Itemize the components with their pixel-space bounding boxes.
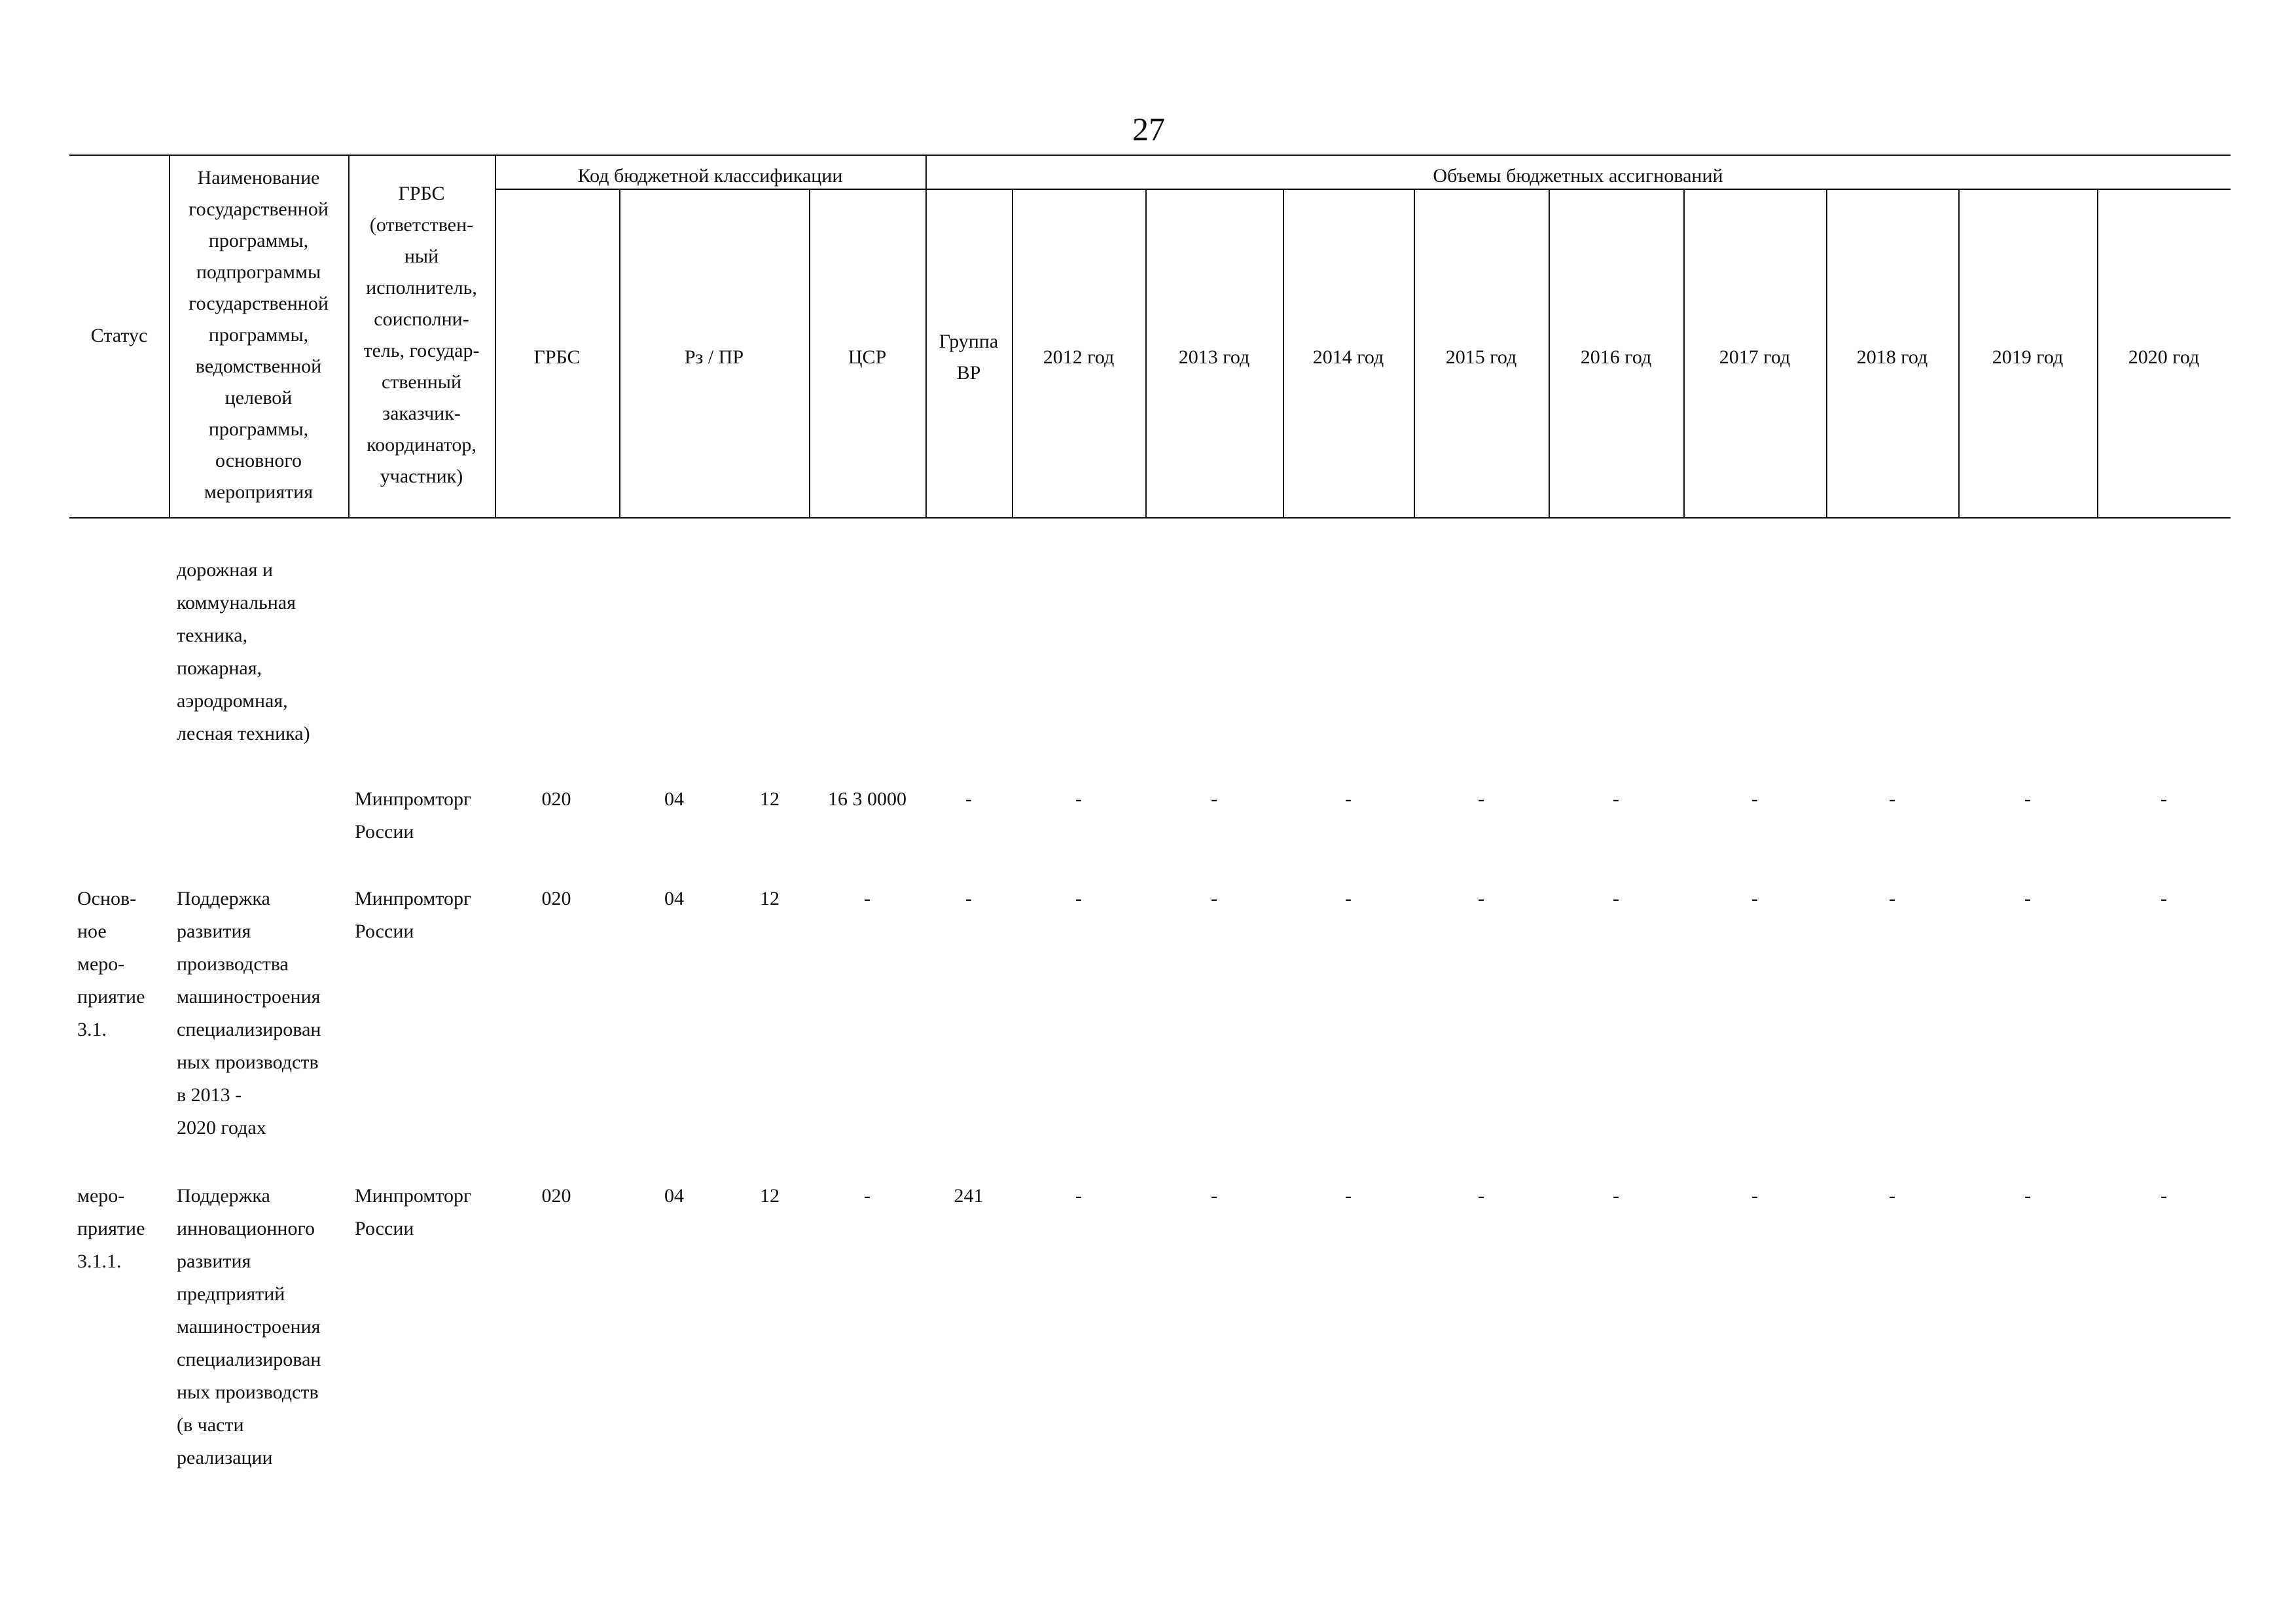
- row-name: дорожная и коммунальная техника, пожарная, аэродромная, лесная техника): [177, 559, 310, 744]
- row-rz: 04: [664, 1185, 684, 1207]
- row-year-value: -: [2161, 1185, 2167, 1207]
- header-year: 2012 год: [1043, 346, 1115, 368]
- header-divider: [495, 155, 496, 517]
- row-csr: 16 3 0000: [828, 788, 906, 810]
- row-year-value: -: [1613, 1185, 1619, 1207]
- row-year-value: -: [2024, 888, 2031, 909]
- row-year-value: -: [1751, 888, 1758, 909]
- row-year-value: -: [2024, 1185, 2031, 1207]
- row-year-value: -: [1889, 1185, 1895, 1207]
- row-grbs: 020: [541, 1185, 571, 1207]
- header-status: Статус: [90, 325, 148, 346]
- row-year-value: -: [1478, 788, 1484, 810]
- row-vr: -: [965, 788, 972, 810]
- row-year-value: -: [1613, 888, 1619, 909]
- row-year-value: -: [1889, 888, 1895, 909]
- header-year: 2016 год: [1580, 346, 1652, 368]
- header-name: Наименование государственной программы, подпрограммы государственной программы, ведомственной целевой программы, основного мероприятия: [188, 167, 329, 503]
- row-year-value: -: [1345, 788, 1352, 810]
- row-pr: 12: [760, 1185, 780, 1207]
- header-year: 2018 год: [1856, 346, 1928, 368]
- header-top-rule: [69, 155, 2231, 156]
- header-year: 2014 год: [1312, 346, 1384, 368]
- row-vr: -: [965, 888, 972, 909]
- row-grbs-name: Минпромторг России: [355, 1185, 472, 1239]
- row-year-value: -: [1478, 888, 1484, 909]
- row-year-value: -: [1751, 1185, 1758, 1207]
- row-year-value: -: [2161, 888, 2167, 909]
- row-status: меро- приятие 3.1.1.: [77, 1185, 145, 1272]
- row-year-value: -: [1075, 788, 1082, 810]
- header-year: 2020 год: [2128, 346, 2200, 368]
- row-year-value: -: [1345, 1185, 1352, 1207]
- row-year-value: -: [1211, 888, 1217, 909]
- header-year: 2015 год: [1445, 346, 1517, 368]
- row-name: Поддержка развития производства машиностроения специализирован ных производств в 2013 - 2020 годах: [177, 888, 321, 1139]
- row-year-value: -: [1889, 788, 1895, 810]
- header-rz-pr: Рз / ПР: [684, 346, 744, 368]
- row-rz: 04: [664, 788, 684, 810]
- row-name: Поддержка инновационного развития предприятий машиностроения специализирован ных производств (в части реализации: [177, 1185, 321, 1468]
- header-year: 2017 год: [1719, 346, 1791, 368]
- header-grbs: ГРБС: [533, 346, 581, 368]
- row-year-value: -: [1211, 788, 1217, 810]
- header-volumes-group: Объемы бюджетных ассигнований: [1433, 165, 1723, 187]
- row-pr: 12: [760, 788, 780, 810]
- header-year: 2019 год: [1992, 346, 2064, 368]
- row-year-value: -: [1613, 788, 1619, 810]
- row-grbs-name: Минпромторг России: [355, 888, 472, 942]
- row-vr: 241: [954, 1185, 984, 1207]
- row-year-value: -: [1751, 788, 1758, 810]
- row-csr: -: [864, 1185, 870, 1207]
- page-number: 27: [1132, 111, 1165, 147]
- header-grbs-responsible: ГРБС (ответствен- ный исполнитель, соисполни- тель, государ- ственный заказчик- координатор, участник): [363, 183, 480, 487]
- header-year: 2013 год: [1178, 346, 1250, 368]
- row-grbs: 020: [541, 788, 571, 810]
- row-status: Основ- ное меро- приятие 3.1.: [77, 888, 145, 1040]
- row-year-value: -: [1345, 888, 1352, 909]
- row-rz: 04: [664, 888, 684, 909]
- row-year-value: -: [1211, 1185, 1217, 1207]
- row-year-value: -: [2024, 788, 2031, 810]
- header-group-vr: Группа ВР: [939, 331, 999, 384]
- row-pr: 12: [760, 888, 780, 909]
- header-csr: ЦСР: [848, 346, 887, 368]
- row-year-value: -: [1075, 1185, 1082, 1207]
- row-grbs: 020: [541, 888, 571, 909]
- row-year-value: -: [2161, 788, 2167, 810]
- row-year-value: -: [1478, 1185, 1484, 1207]
- row-year-value: -: [1075, 888, 1082, 909]
- header-budget-code-group: Код бюджетной классификации: [577, 165, 843, 187]
- row-grbs-name: Минпромторг России: [355, 788, 472, 843]
- row-csr: -: [864, 888, 870, 909]
- header-bottom-rule: [69, 517, 2231, 519]
